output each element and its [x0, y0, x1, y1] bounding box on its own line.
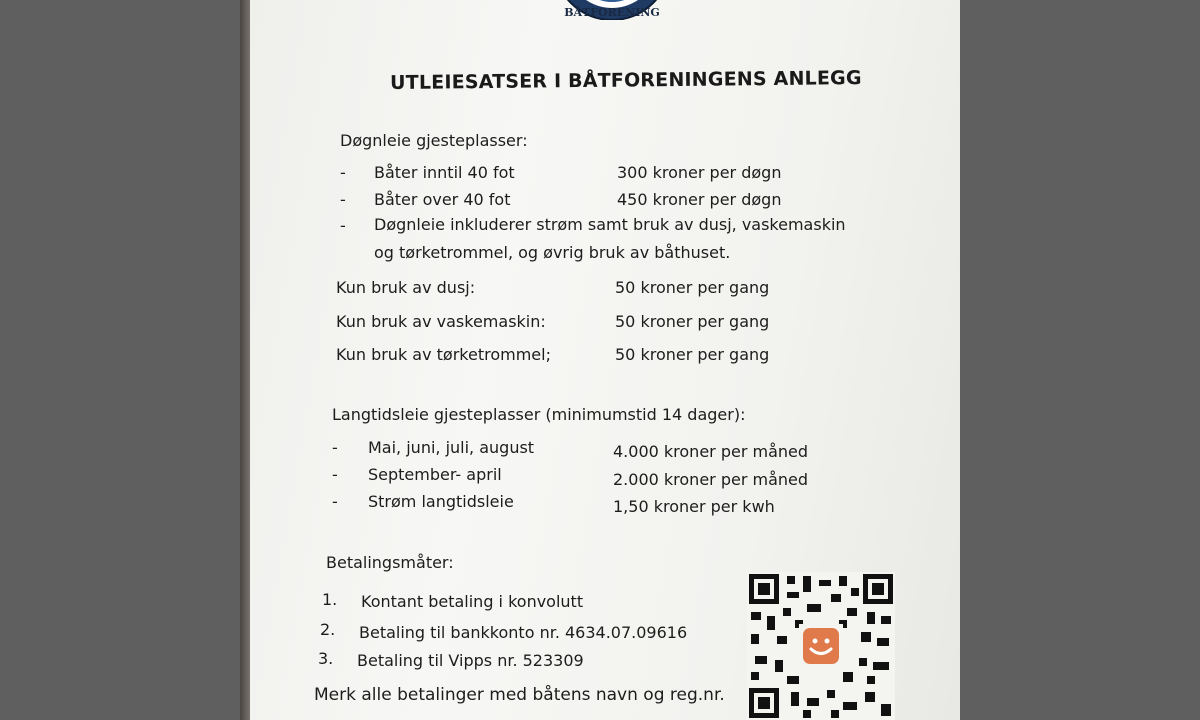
payment-number: 1.	[322, 590, 338, 609]
payment-number: 2.	[320, 620, 336, 639]
logo-text: BÅTFORENING	[564, 6, 660, 19]
single-use-label: Kun bruk av vaskemaskin:	[336, 312, 546, 331]
long-term-price: 1,50 kroner per kwh	[613, 497, 775, 516]
daily-item-price: 300 kroner per døgn	[617, 163, 782, 182]
single-use-label: Kun bruk av tørketrommel;	[336, 345, 551, 364]
long-term-label: Strøm langtidsleie	[368, 492, 514, 511]
daily-heading: Døgnleie gjesteplasser:	[340, 131, 528, 150]
payment-number: 3.	[318, 649, 334, 668]
payment-item: Betaling til Vipps nr. 523309	[357, 651, 584, 670]
payment-item: Betaling til bankkonto nr. 4634.07.09616	[359, 623, 688, 642]
bullet-dash: -	[340, 216, 346, 235]
long-term-price: 4.000 kroner per måned	[613, 442, 809, 461]
daily-item-label: Båter over 40 fot	[374, 190, 511, 209]
long-term-heading: Langtidsleie gjesteplasser (minimumstid 14 dager):	[332, 405, 746, 424]
boat-club-logo-icon	[550, 0, 674, 20]
single-use-price: 50 kroner per gang	[615, 312, 770, 331]
daily-item-label: Båter inntil 40 fot	[374, 163, 515, 182]
long-term-label: Mai, juni, juli, august	[368, 438, 535, 457]
single-use-label: Kun bruk av dusj:	[336, 278, 476, 297]
page-title: UTLEIESATSER I BÅTFORENINGENS ANLEGG	[390, 67, 862, 94]
daily-note-line1: Døgnleie inkluderer strøm samt bruk av dusj, vaskemaskin	[374, 215, 846, 234]
payment-note: Merk alle betalinger med båtens navn og reg.nr.	[314, 685, 725, 705]
long-term-price: 2.000 kroner per måned	[613, 470, 809, 489]
payment-item: Kontant betaling i konvolutt	[361, 592, 584, 611]
single-use-price: 50 kroner per gang	[615, 278, 770, 297]
payment-heading: Betalingsmåter:	[326, 553, 454, 572]
daily-item-price: 450 kroner per døgn	[617, 190, 782, 209]
bullet-dash: -	[332, 492, 338, 511]
daily-note-line2: og tørketrommel, og øvrig bruk av båthuset.	[374, 243, 731, 262]
long-term-label: September- april	[368, 465, 502, 484]
vipps-qr-code-icon	[747, 572, 895, 720]
bullet-dash: -	[332, 465, 338, 484]
rental-rates-sheet	[250, 0, 960, 720]
bullet-dash: -	[340, 190, 346, 209]
bullet-dash: -	[332, 438, 338, 457]
bullet-dash: -	[340, 163, 346, 182]
single-use-price: 50 kroner per gang	[615, 345, 770, 364]
